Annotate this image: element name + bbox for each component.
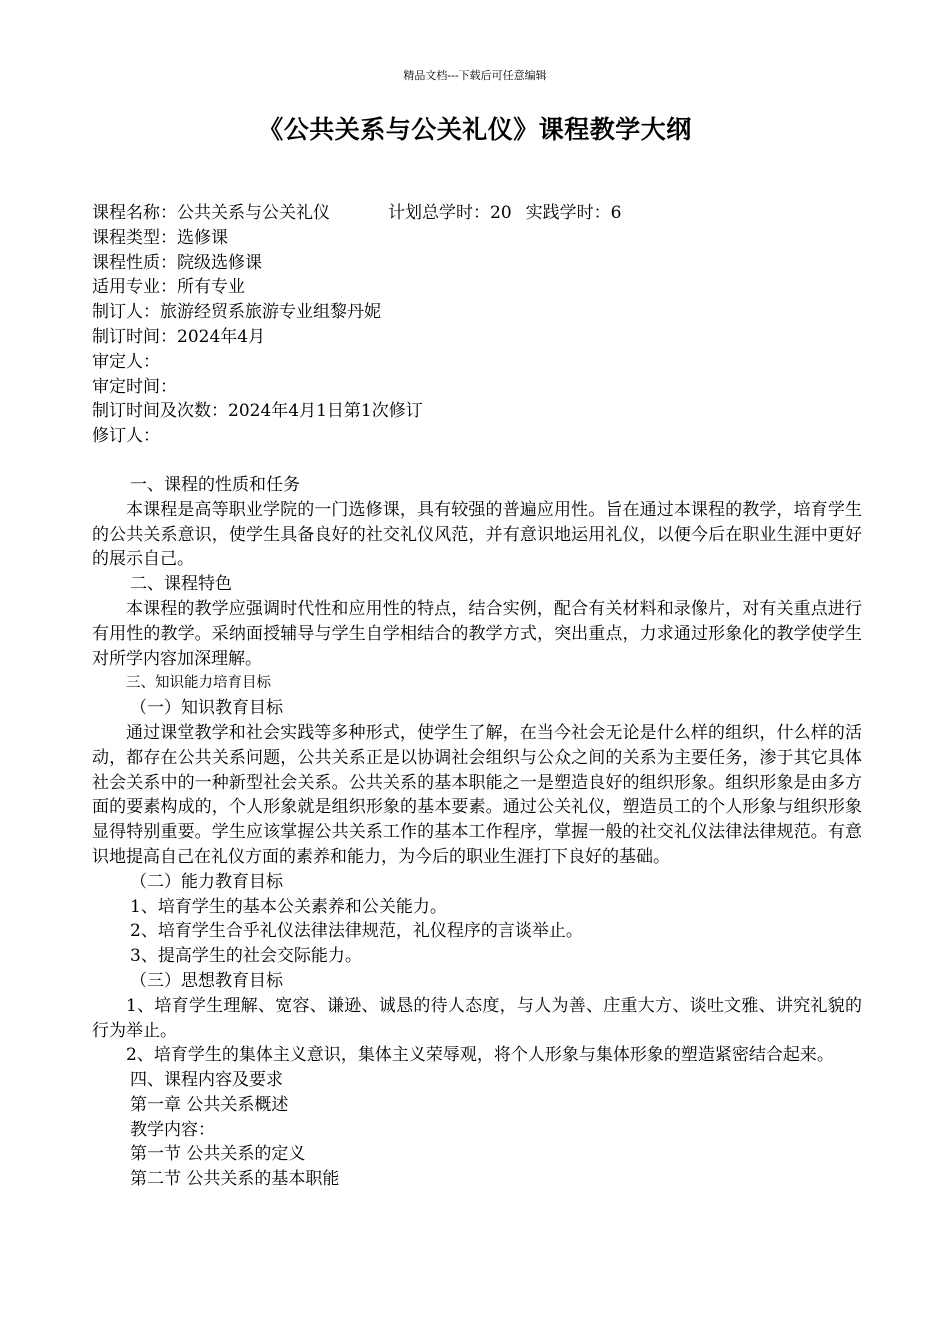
section-1-heading: 一、课程的性质和任务 <box>130 474 300 495</box>
list-item: 1、培育学生的基本公关素养和公关能力。 <box>130 896 447 917</box>
course-name: 课程名称：公共关系与公关礼仪 <box>92 203 330 223</box>
section-3-3-heading: （三）思想教育目标 <box>130 970 283 991</box>
reviser: 修订人： <box>92 426 160 447</box>
document-body <box>92 201 862 1192</box>
made-time: 制订时间：2024年4月 <box>92 326 266 347</box>
document-title: 《公共关系与公关礼仪》课程教学大纲 <box>258 115 692 144</box>
applicable-major: 适用专业：所有专业 <box>92 277 245 298</box>
practice-hours: 实践学时：6 <box>525 203 622 223</box>
list-item: 2、培育学生合乎礼仪法律法律规范，礼仪程序的言谈举止。 <box>130 921 583 942</box>
revision-count: 制订时间及次数：2024年4月1日第1次修订 <box>92 401 423 422</box>
teaching-content-label: 教学内容： <box>130 1119 215 1140</box>
section-3-heading: 三、知识能力培育目标 <box>126 675 271 692</box>
section-3-2-heading: （二）能力教育目标 <box>130 871 283 892</box>
section-3-3-item-1: 1、培育学生理解、宽容、谦逊、诚恳的待人态度，与人为善、庄重大方、谈吐文雅、讲究礼貌的行为举止。 <box>92 995 862 1041</box>
course-nature: 课程性质：院级选修课 <box>92 252 262 273</box>
section-3-3-item-2: 2、培育学生的集体主义意识，集体主义荣辱观，将个人形象与集体形象的塑造紧密结合起来。 <box>126 1045 834 1066</box>
chapter-1-title: 第一章 公共关系概述 <box>130 1094 289 1115</box>
author: 制订人：旅游经贸系旅游专业组黎丹妮 <box>92 302 381 323</box>
course-name-line <box>92 201 862 226</box>
total-hours: 计划总学时：20 <box>388 203 512 223</box>
section-1-body: 本课程是高等职业学院的一门选修课，具有较强的普遍应用性。旨在通过本课程的教学，培育学生的公共关系意识，使学生具备良好的社交礼仪风范，并有意识地运用礼仪，以便今后在职业生涯中更好的展示自己。 <box>92 499 862 570</box>
chapter-1-section-2: 第二节 公共关系的基本职能 <box>130 1169 340 1190</box>
course-type: 课程类型：选修课 <box>92 227 228 248</box>
section-3-1-body: 通过课堂教学和社会实践等多种形式，使学生了解，在当今社会无论是什么样的组织，什么样的活动，都存在公共关系问题，公共关系正是以协调社会组织与公众之间的关系为主要任务，渗于其它具体社会关系中的一种新型社会关系。公共关系的基本职能之一是塑造良好的组织形象。组织形象是由多方面的要素构成的，个人形象就是组织形象的基本要素。通过公关礼仪，塑造员工的个人形象与组织形象显得特别重要。学生应该掌握公共关系工作的基本工作程序，掌握一般的社交礼仪法律法律规范。有意识地提高自己在礼仪方面的素养和能力，为今后的职业生涯打下良好的基础。 <box>92 722 862 867</box>
section-4-heading: 四、课程内容及要求 <box>130 1070 283 1091</box>
section-2-body: 本课程的教学应强调时代性和应用性的特点，结合实例，配合有关材料和录像片，对有关重点进行有用性的教学。采纳面授辅导与学生自学相结合的教学方式，突出重点，力求通过形象化的教学使学生对所学内容加深理解。 <box>92 598 862 669</box>
header-note: 精品文档---下载后可任意编辑 <box>403 69 547 82</box>
reviewer: 审定人： <box>92 351 160 372</box>
section-2-heading: 二、课程特色 <box>130 574 232 595</box>
chapter-1-section-1: 第一节 公共关系的定义 <box>130 1144 306 1165</box>
list-item: 3、提高学生的社会交际能力。 <box>130 946 362 967</box>
section-3-1-heading: （一）知识教育目标 <box>130 698 283 719</box>
review-time: 审定时间： <box>92 376 177 397</box>
